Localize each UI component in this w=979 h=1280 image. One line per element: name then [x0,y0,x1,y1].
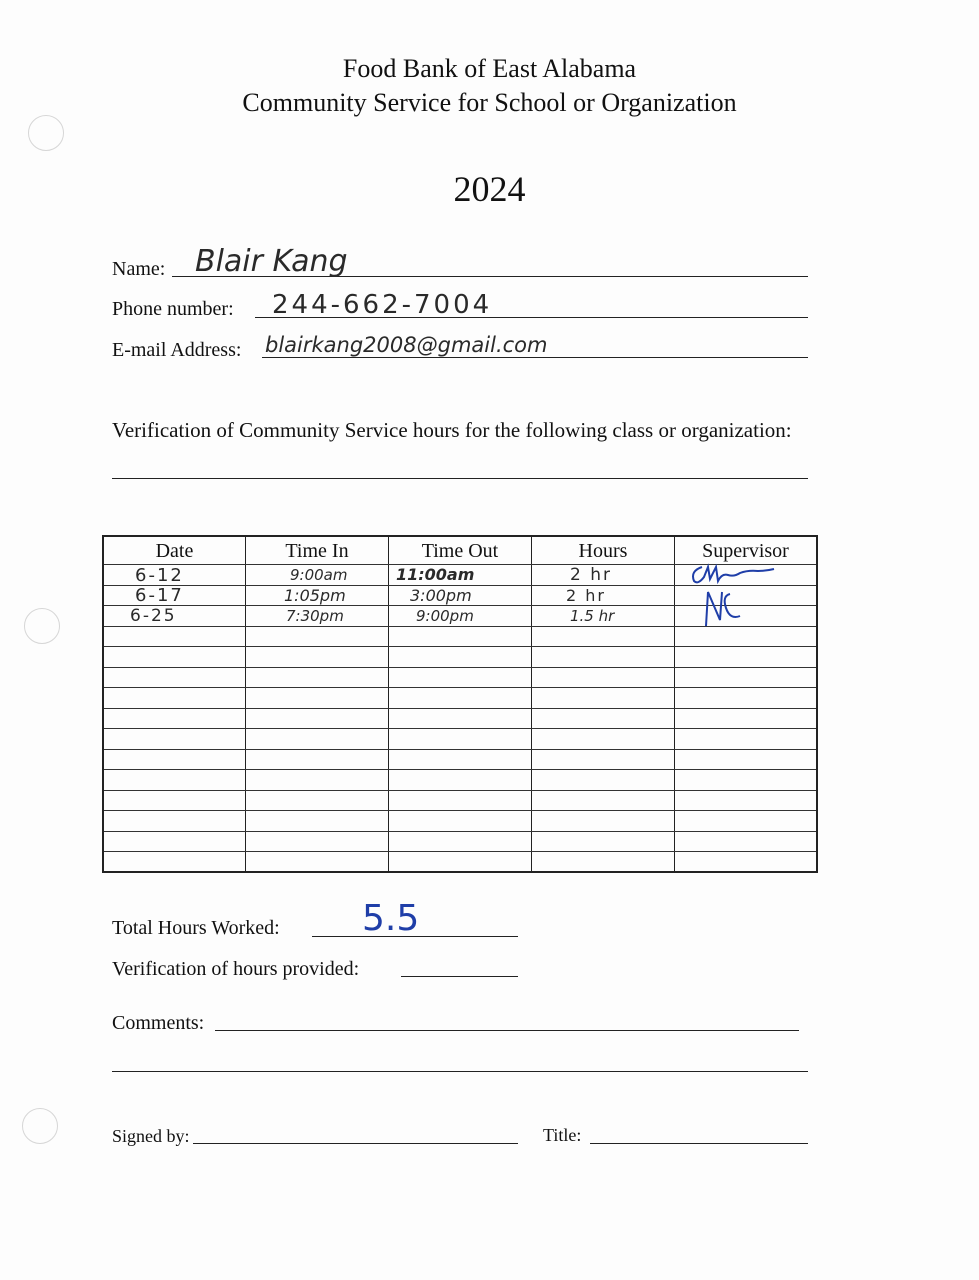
email-label: E-mail Address: [112,339,242,361]
supervisor-signature-icon [688,561,778,587]
column-header-supervisor: Supervisor [702,540,789,562]
signed-by-field[interactable] [193,1143,518,1144]
row-line [104,667,816,668]
row-2-date: 6-17 [135,585,184,606]
row-3-hours: 1.5 hr [570,607,615,625]
row-2-hours: 2 hr [566,586,606,605]
row-line [104,708,816,709]
column-divider [245,537,246,871]
row-line [104,728,816,729]
row-line [104,749,816,750]
row-2-time-in: 1:05pm [284,586,346,605]
email-line [262,357,808,358]
binder-hole-middle [24,608,60,644]
row-1-time-in: 9:00am [290,566,348,584]
comments-label: Comments: [112,1012,205,1034]
organization-title: Food Bank of East Alabama [342,54,637,83]
row-2-supervisor-initials [700,586,744,634]
form-year: 2024 [453,169,526,209]
supervisor-initials-icon [700,586,744,630]
binder-hole-top [28,115,64,151]
row-line [104,769,816,770]
form-subtitle: Community Service for School or Organization [242,88,737,117]
phone-field[interactable]: 244-662-7004 [272,290,493,320]
row-line [104,810,816,811]
name-label: Name: [112,258,166,280]
row-line [104,790,816,791]
row-line [104,646,816,647]
phone-label: Phone number: [112,298,234,320]
column-header-time-out: Time Out [421,540,499,562]
name-field[interactable]: Blair Kang [195,244,348,279]
total-hours-field[interactable]: 5.5 [362,898,420,939]
comments-field-line-2[interactable] [112,1071,808,1072]
row-line [104,687,816,688]
verification-hours-label: Verification of hours provided: [112,958,360,980]
verification-statement: Verification of Community Service hours for the following class or organization: [112,418,792,442]
comments-field[interactable] [215,1030,799,1031]
signed-by-label: Signed by: [112,1126,190,1146]
column-divider [674,537,675,871]
row-3-time-in: 7:30pm [286,607,344,625]
column-header-date: Date [155,540,194,562]
email-field[interactable]: blairkang2008@gmail.com [265,333,548,357]
column-header-time-in: Time In [285,540,349,562]
row-line [104,831,816,832]
row-line [104,851,816,852]
binder-hole-bottom [22,1108,58,1144]
row-2-time-out: 3:00pm [410,586,472,605]
organization-line[interactable] [112,478,808,479]
row-3-time-out: 9:00pm [416,607,474,625]
row-1-date: 6-12 [135,565,184,586]
column-divider [531,537,532,871]
title-field[interactable] [590,1143,808,1144]
title-label: Title: [543,1125,582,1145]
column-divider [388,537,389,871]
row-1-hours: 2 hr [570,565,612,585]
row-1-time-out: 11:00am [396,565,475,584]
column-header-hours: Hours [578,540,628,562]
row-3-date: 6-25 [130,606,177,626]
total-hours-label: Total Hours Worked: [112,917,280,939]
verification-hours-field[interactable] [401,976,518,977]
